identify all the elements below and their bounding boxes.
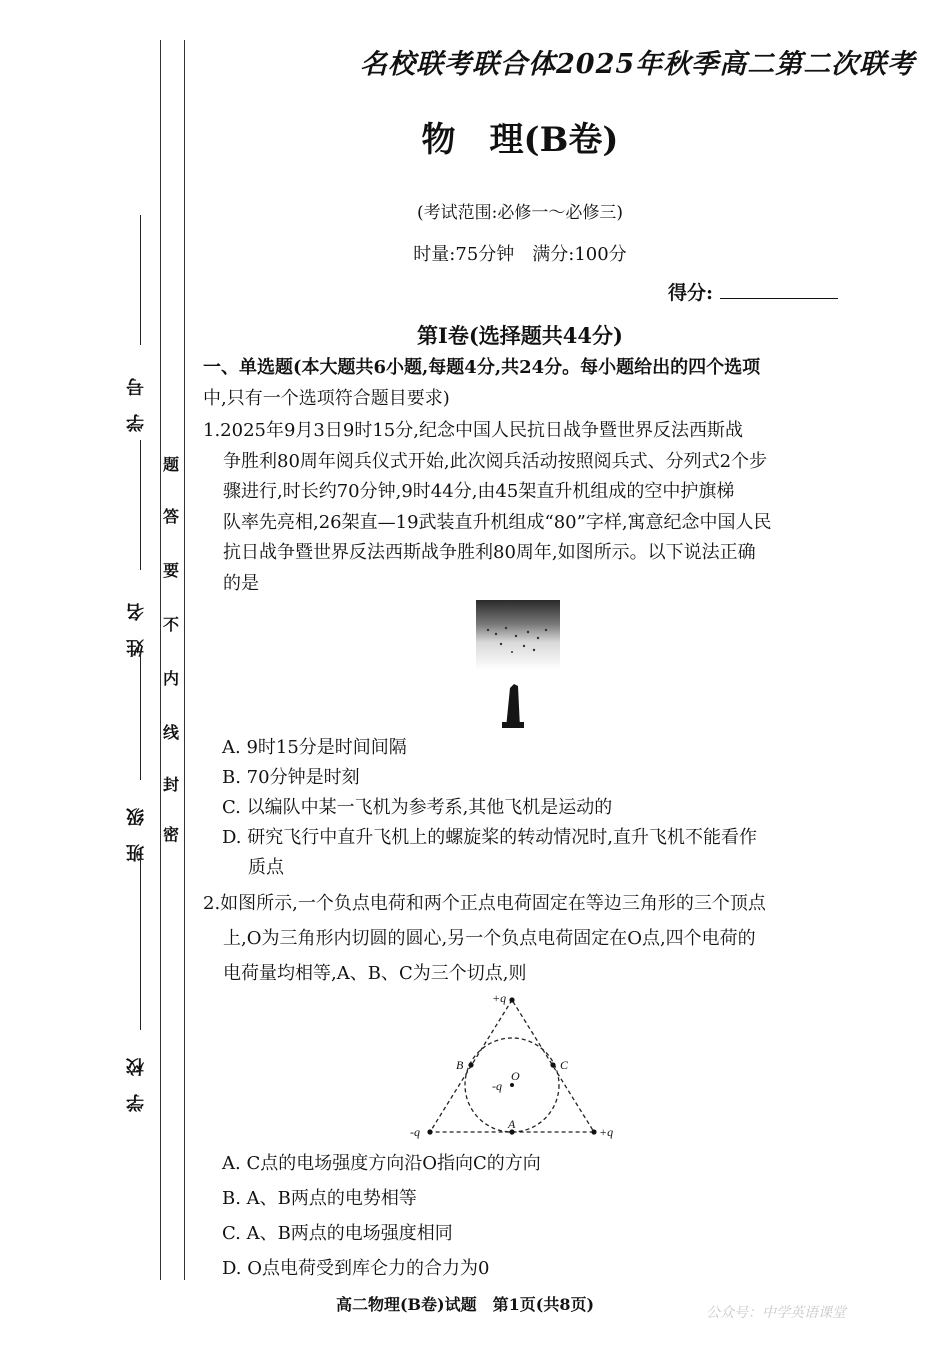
- section-instructions: [203, 353, 843, 414]
- time-and-score: 时量:75分钟 满分:100分: [413, 244, 627, 265]
- option-c[interactable]: C. 以编队中某一飞机为参考系,其他飞机是运动的: [222, 797, 613, 818]
- score-label: 得分:: [668, 282, 714, 304]
- helicopter-formation-photo: [476, 600, 560, 728]
- option-d[interactable]: D. 研究飞行中直升飞机上的螺旋桨的转动情况时,直升飞机不能看作: [222, 827, 757, 848]
- instructions-line: 一、单选题(本大题共6小题,每题4分,共24分。每小题给出的四个选项: [203, 357, 761, 378]
- seal-char: 内: [163, 669, 180, 688]
- stem-line: 上,O为三角形内切圆的圆心,另一个负点电荷固定在O点,四个电荷的: [223, 928, 756, 949]
- question-2-options: [222, 1146, 842, 1286]
- exam-scope: (考试范围:必修一～必修三): [417, 203, 623, 223]
- stem-line: 队率先亮相,26架直—19武装直升机组成“80”字样,寓意纪念中国人民: [223, 511, 772, 533]
- class-label: 班级: [126, 790, 147, 862]
- id-label: 学号: [126, 360, 147, 432]
- stem-line: 骤进行,时长约70分钟,9时44分,由45架直升机组成的空中护旗梯: [223, 481, 735, 502]
- name-label: 姓名: [126, 585, 147, 657]
- label-center-o: O: [511, 1069, 520, 1083]
- option-a[interactable]: A. C点的电场强度方向沿O指向C的方向: [222, 1153, 541, 1174]
- question-2-stem: [203, 886, 843, 991]
- watermark: 公众号：中学英语课堂: [706, 1305, 846, 1321]
- stem-line: 2.如图所示,一个负点电荷和两个正点电荷固定在等边三角形的三个顶点: [203, 893, 766, 914]
- exam-title: 名校联考联合体2025年秋季高二第二次联考: [360, 49, 916, 80]
- option-b[interactable]: B. A、B两点的电势相等: [222, 1188, 417, 1209]
- name-blank: [140, 440, 141, 570]
- subject-title: 物 理(B卷): [421, 120, 619, 160]
- seal-char: 题: [163, 455, 180, 474]
- option-d-continued: 质点: [248, 857, 284, 878]
- binding-line-inner: [184, 40, 185, 1280]
- label-point-c: C: [560, 1058, 569, 1072]
- label-top-charge: +q: [492, 991, 507, 1005]
- option-a[interactable]: A. 9时15分是时间间隔: [222, 737, 407, 758]
- class-blank: [140, 650, 141, 780]
- score-blank: [720, 298, 838, 299]
- stem-line: 1.2025年9月3日9时15分,纪念中国人民抗日战争暨世界反法西斯战: [203, 420, 743, 441]
- label-left-charge: -q: [410, 1125, 420, 1139]
- seal-char: 封: [163, 775, 180, 794]
- option-d[interactable]: D. O点电荷受到库仑力的合力为0: [222, 1258, 490, 1279]
- label-point-a: A: [508, 1117, 516, 1131]
- school-blank: [140, 860, 141, 1030]
- seal-char: 密: [163, 825, 180, 844]
- part-title: 第Ⅰ卷(选择题共44分): [417, 323, 623, 348]
- stem-line: 的是: [223, 572, 259, 594]
- option-b[interactable]: B. 70分钟是时刻: [222, 767, 360, 788]
- charge-triangle-diagram: [400, 990, 630, 1140]
- instructions-line: 中,只有一个选项符合题目要求): [203, 387, 450, 409]
- stem-line: 争胜利80周年阅兵仪式开始,此次阅兵活动按照阅兵式、分列式2个步: [223, 450, 768, 472]
- seal-char: 线: [163, 723, 180, 742]
- binding-line-outer: [160, 40, 161, 1280]
- label-center-charge: -q: [492, 1079, 502, 1093]
- question-1-options: [222, 733, 842, 883]
- question-1-stem: [203, 416, 843, 599]
- stem-line: 电荷量均相等,A、B、C为三个切点,则: [223, 963, 527, 984]
- seal-char: 不: [163, 615, 180, 634]
- stem-line: 抗日战争暨世界反法西斯战争胜利80周年,如图所示。以下说法正确: [223, 542, 756, 563]
- school-label: 学校: [126, 1040, 147, 1112]
- seal-char: 要: [163, 561, 180, 580]
- label-point-b: B: [456, 1058, 464, 1072]
- seal-char: 答: [163, 507, 180, 526]
- label-right-charge: +q: [599, 1125, 614, 1139]
- page-footer: 高二物理(B卷)试题 第1页(共8页): [335, 1295, 595, 1314]
- option-c[interactable]: C. A、B两点的电场强度相同: [222, 1223, 453, 1244]
